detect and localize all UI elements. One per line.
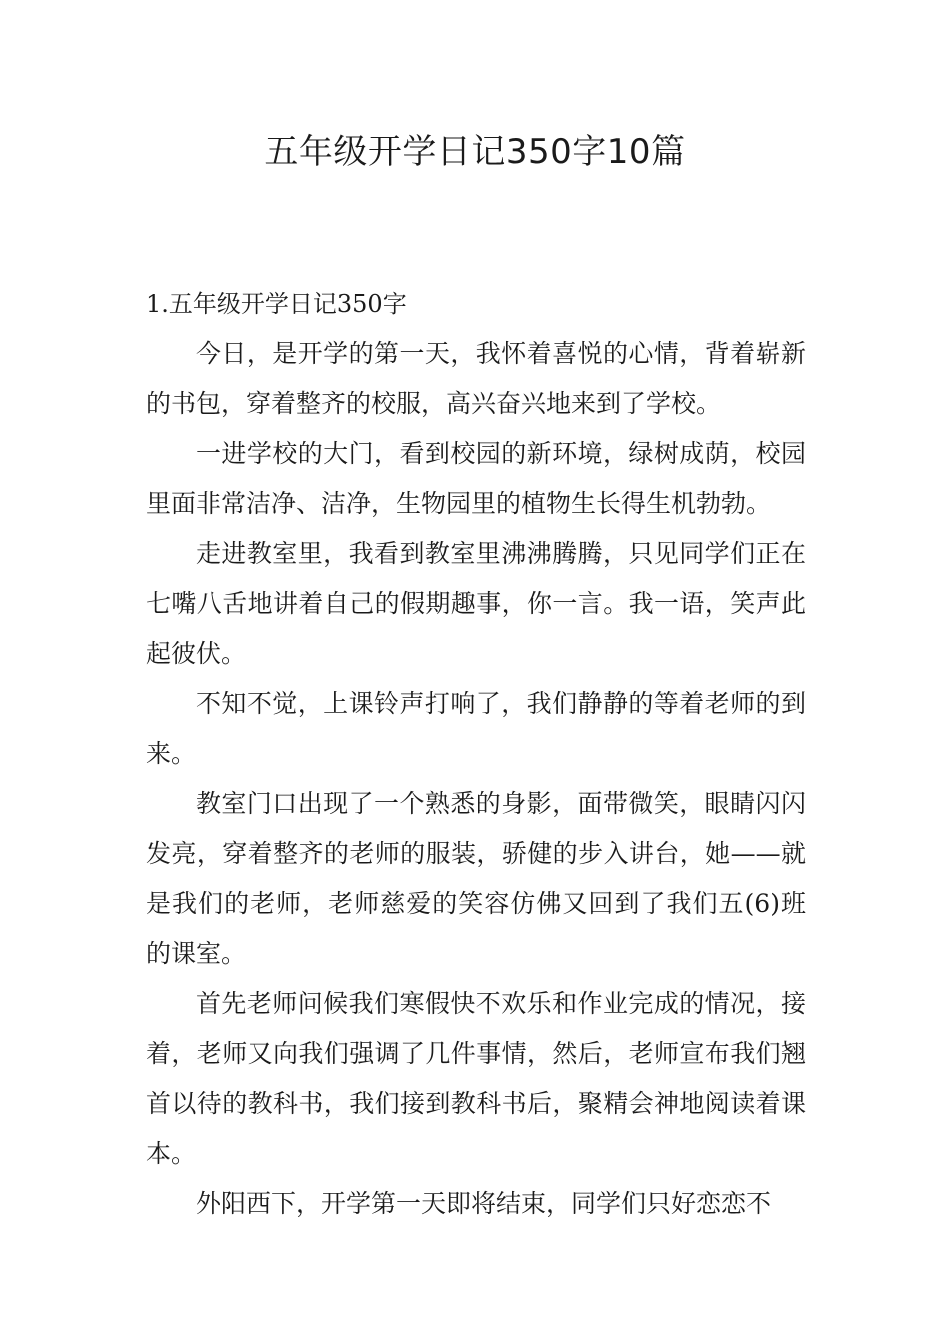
paragraph-6: 首先老师问候我们寒假快不欢乐和作业完成的情况，接着，老师又向我们强调了几件事情，然后，老师宣布我们翘首以待的教科书，我们接到教科书后，聚精会神地阅读着课本。 <box>146 989 806 1168</box>
paragraph-7: 外阳西下，开学第一天即将结束，同学们只好恋恋不 <box>196 1189 772 1218</box>
paragraph-2: 一进学校的大门，看到校园的新环境，绿树成荫，校园里面非常洁净、洁净，生物园里的植物生长得生机勃勃。 <box>146 439 806 518</box>
paragraph-5: 教室门口出现了一个熟悉的身影，面带微笑，眼睛闪闪发亮，穿着整齐的老师的服装，骄健的步入讲台，她——就是我们的老师，老师慈爱的笑容仿佛又回到了我们五(6)班的课室。 <box>146 789 806 968</box>
paragraph-4: 不知不觉，上课铃声打响了，我们静静的等着老师的到来。 <box>146 689 806 768</box>
section-heading: 1.五年级开学日记350字 <box>146 290 407 318</box>
document-body <box>146 279 806 1229</box>
paragraph-3: 走进教室里，我看到教室里沸沸腾腾，只见同学们正在七嘴八舌地讲着自己的假期趣事，你一言。我一语，笑声此起彼伏。 <box>146 539 806 668</box>
paragraph-1: 今日，是开学的第一天，我怀着喜悦的心情，背着崭新的书包，穿着整齐的校服，高兴奋兴地来到了学校。 <box>146 339 806 418</box>
document-title: 五年级开学日记350字10篇 <box>264 132 686 172</box>
